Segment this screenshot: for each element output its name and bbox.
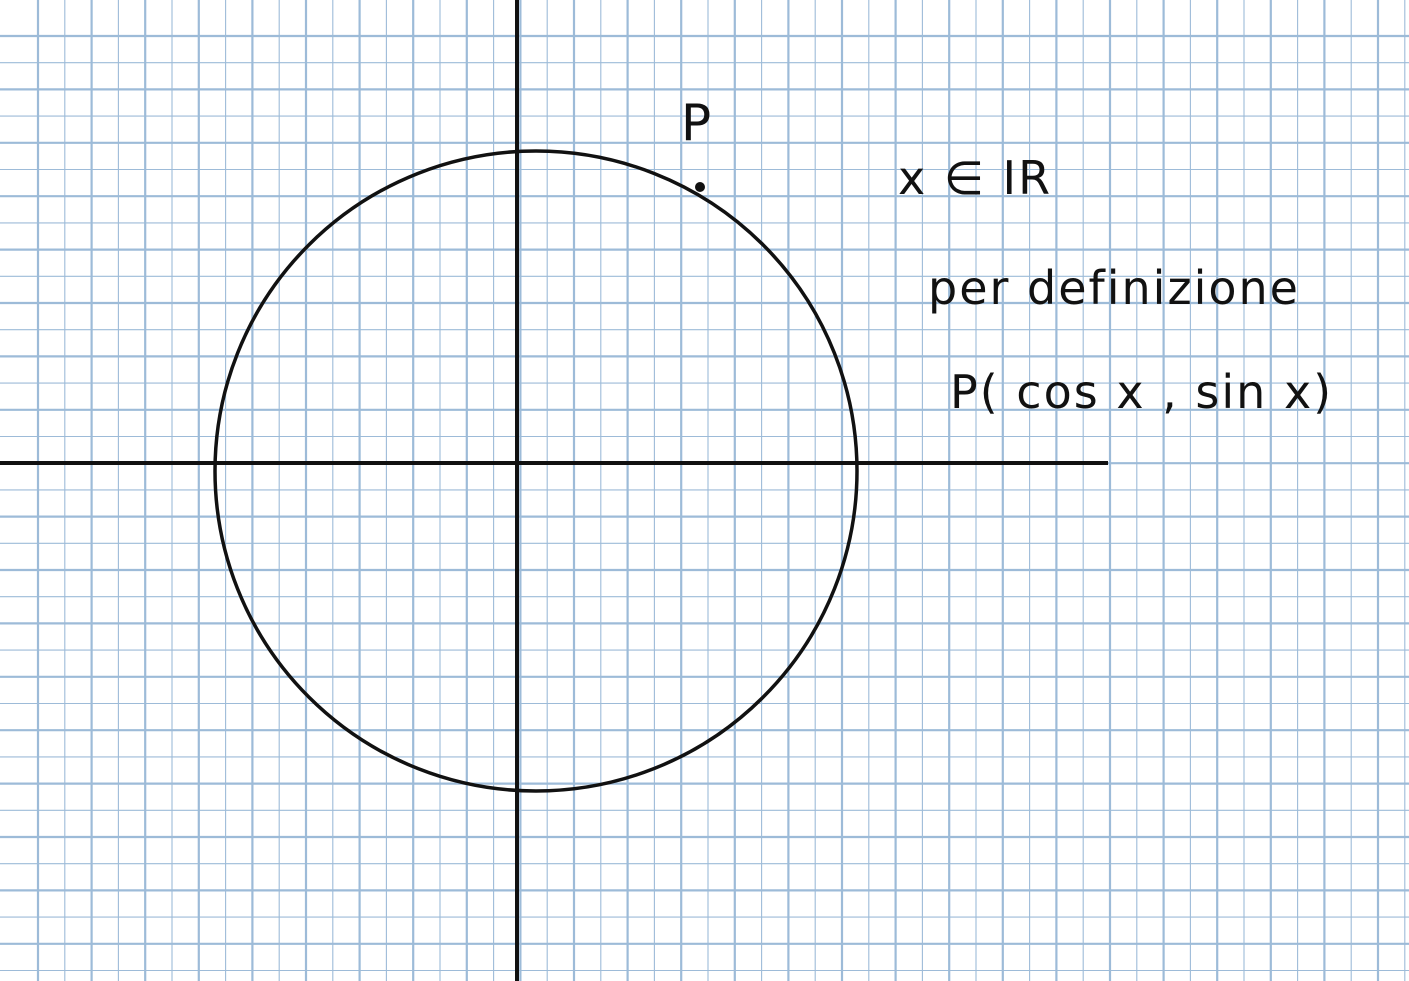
note-by-definition: per definizione (928, 261, 1300, 315)
point-p-marker (695, 182, 705, 192)
point-p-label: P (681, 94, 712, 152)
note-point-coordinates: P( cos x , sin x) (950, 365, 1334, 419)
note-x-in-reals: x ∈ IR (898, 151, 1053, 205)
